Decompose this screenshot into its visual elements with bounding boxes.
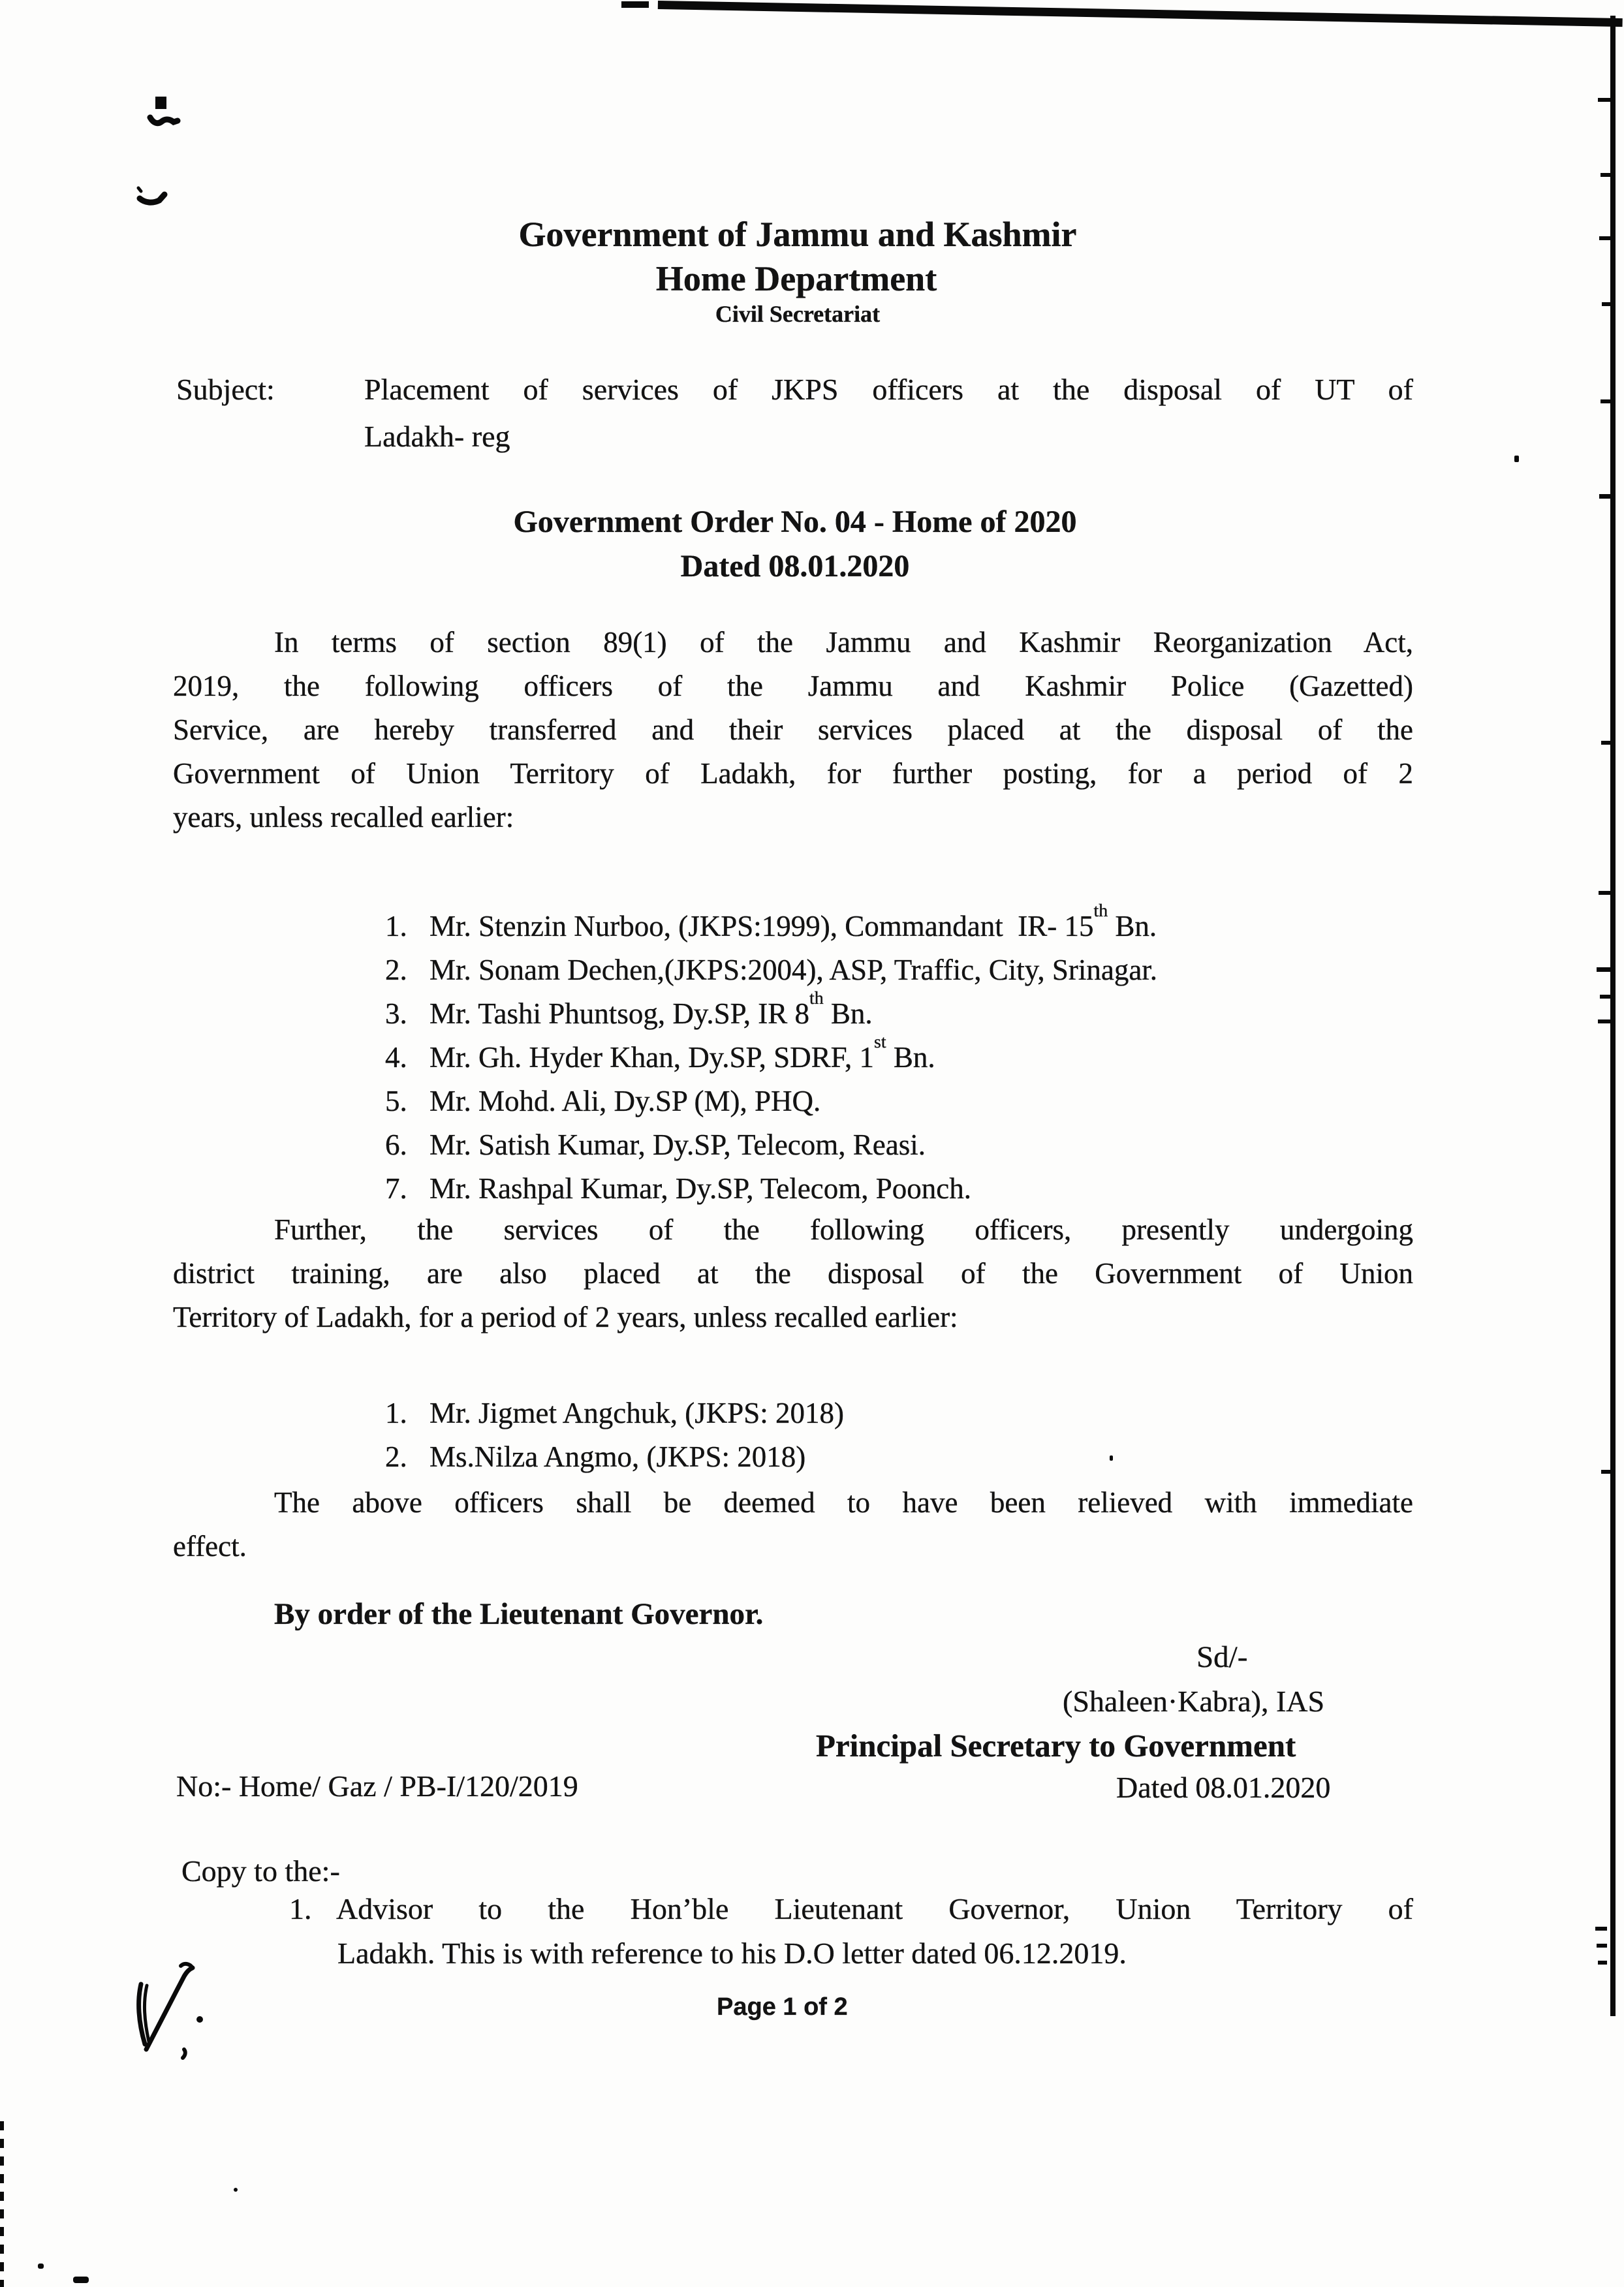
subject-line-1: Placement of services of JKPS officers at the disposal of UT of — [364, 373, 1413, 406]
ordinal-suffix: th — [1093, 901, 1108, 922]
officer-name: Mr. Satish Kumar, Dy.SP, Telecom, Reasi. — [429, 1128, 926, 1162]
order-date: Dated 08.01.2020 — [680, 549, 910, 583]
scan-tick-mark — [1601, 741, 1610, 745]
paragraph-2-line: Territory of Ladakh, for a period of 2 years, unless recalled earlier: — [173, 1301, 958, 1333]
officer-name-tail: Bn. — [1108, 910, 1157, 943]
scan-left-edge-dashes — [0, 2121, 4, 2287]
signatory-name: (Shaleen·Kabra), IAS — [1063, 1685, 1325, 1718]
paragraph-1-line: In terms of section 89(1) of the Jammu and Kashmir Reorganization Act, — [274, 626, 1413, 659]
list-item-number: 1. — [385, 910, 407, 943]
paragraph-2-line: district training, are also placed at the disposal of the Government of Union — [173, 1257, 1413, 1290]
copy-to-item — [289, 1891, 1413, 1927]
paragraph-1-line: 2019, the following officers of the Jammu and Kashmir Police (Gazetted) — [173, 670, 1413, 702]
copy-to-heading: Copy to the:- — [181, 1854, 340, 1888]
signature-sd: Sd/- — [1196, 1640, 1248, 1674]
list-item-number: 5. — [385, 1085, 407, 1118]
scan-tick-mark — [1601, 1470, 1610, 1474]
ink-speck — [38, 2264, 44, 2269]
ink-speck — [73, 2277, 89, 2283]
scan-tick-mark — [1598, 98, 1610, 102]
list-item-number: 3. — [385, 997, 407, 1031]
trainee-name: Ms.Nilza Angmo, (JKPS: 2018) — [429, 1440, 806, 1474]
officer-name: Mr. Gh. Hyder Khan, Dy.SP, SDRF, 1 — [429, 1041, 875, 1074]
scan-tick-mark — [1599, 891, 1610, 895]
paragraph-3-line: The above officers shall be deemed to have been relieved with immediate — [274, 1486, 1413, 1519]
scan-tick-mark — [1599, 494, 1610, 499]
ordinal-suffix: st — [874, 1032, 886, 1053]
scan-tick-mark — [1597, 967, 1610, 972]
subject-label: Subject: — [176, 373, 275, 406]
list-item-number: 2. — [385, 954, 407, 987]
letterhead-department: Home Department — [655, 259, 937, 298]
signatory-designation: Principal Secretary to Government — [816, 1728, 1296, 1764]
handwritten-mark-icon — [134, 184, 174, 206]
scan-tick-mark — [1595, 1927, 1607, 1931]
handwritten-mark-icon — [148, 95, 189, 134]
list-item-number: 4. — [385, 1041, 407, 1074]
scan-tick-mark — [1601, 399, 1610, 403]
ink-speck — [1514, 456, 1519, 462]
list-item-number: 6. — [385, 1128, 407, 1162]
list-item-number: 2. — [385, 1440, 407, 1474]
scan-tick-mark — [1602, 302, 1610, 306]
paragraph-1-line: Service, are hereby transferred and their services placed at the disposal of the — [173, 713, 1413, 746]
copy-to-line-1: Advisor to the Hon’ble Lieutenant Governor, Union Territory of — [336, 1892, 1413, 1925]
officer-name: Mr. Tashi Phuntsog, Dy.SP, IR 8 — [429, 997, 809, 1031]
officer-name-tail: Bn. — [823, 997, 873, 1031]
letterhead-government: Government of Jammu and Kashmir — [518, 215, 1077, 254]
scan-tick-mark — [1597, 1944, 1607, 1948]
paragraph-1-line: Government of Union Territory of Ladakh, for further posting, for a period of 2 — [173, 757, 1413, 790]
scan-tick-mark — [1599, 236, 1610, 240]
paragraph-2-line: Further, the services of the following officers, presently undergoing — [274, 1213, 1413, 1246]
handwritten-tick-mark — [129, 1959, 221, 2083]
copy-to-line-2: Ladakh. This is with reference to his D.O letter dated 06.12.2019. — [337, 1937, 1127, 1970]
ink-speck — [234, 2188, 238, 2192]
scan-tick-mark — [1598, 1019, 1610, 1023]
officer-name: Mr. Sonam Dechen,(JKPS:2004), ASP, Traffic, City, Srinagar. — [429, 954, 1158, 987]
ordinal-suffix: th — [809, 988, 824, 1009]
reference-number: No:- Home/ Gaz / PB-I/120/2019 — [176, 1769, 578, 1803]
subject-line-2: Ladakh- reg — [364, 420, 510, 453]
trainee-name: Mr. Jigmet Angchuk, (JKPS: 2018) — [429, 1397, 845, 1430]
officer-name: Mr. Rashpal Kumar, Dy.SP, Telecom, Poonch. — [429, 1172, 971, 1206]
list-item-number: 7. — [385, 1172, 407, 1206]
page-number-footer: Page 1 of 2 — [717, 1993, 848, 2021]
by-order-line: By order of the Lieutenant Governor. — [274, 1597, 764, 1631]
scan-tick-mark — [1598, 1961, 1607, 1965]
scan-top-edge-dash — [621, 1, 649, 8]
order-title: Government Order No. 04 - Home of 2020 — [513, 505, 1077, 539]
scan-tick-mark — [1600, 995, 1610, 999]
letterhead-secretariat: Civil Secretariat — [715, 301, 881, 327]
scan-right-edge-line — [1610, 16, 1616, 2016]
paragraph-1-line: years, unless recalled earlier: — [173, 801, 514, 833]
scan-top-edge-line — [658, 1, 1623, 27]
ink-speck — [1110, 1455, 1113, 1461]
scan-tick-mark — [1601, 173, 1610, 177]
officer-name: Mr. Mohd. Ali, Dy.SP (M), PHQ. — [429, 1085, 821, 1118]
officer-name: Mr. Stenzin Nurboo, (JKPS:1999), Commandant IR- 15 — [429, 910, 1094, 943]
officer-name-tail: Bn. — [886, 1041, 935, 1074]
list-item-number: 1. — [385, 1397, 407, 1430]
paragraph-3-line: effect. — [173, 1530, 247, 1563]
closing-date: Dated 08.01.2020 — [1116, 1771, 1331, 1804]
list-item-number: 1. — [289, 1892, 312, 1925]
